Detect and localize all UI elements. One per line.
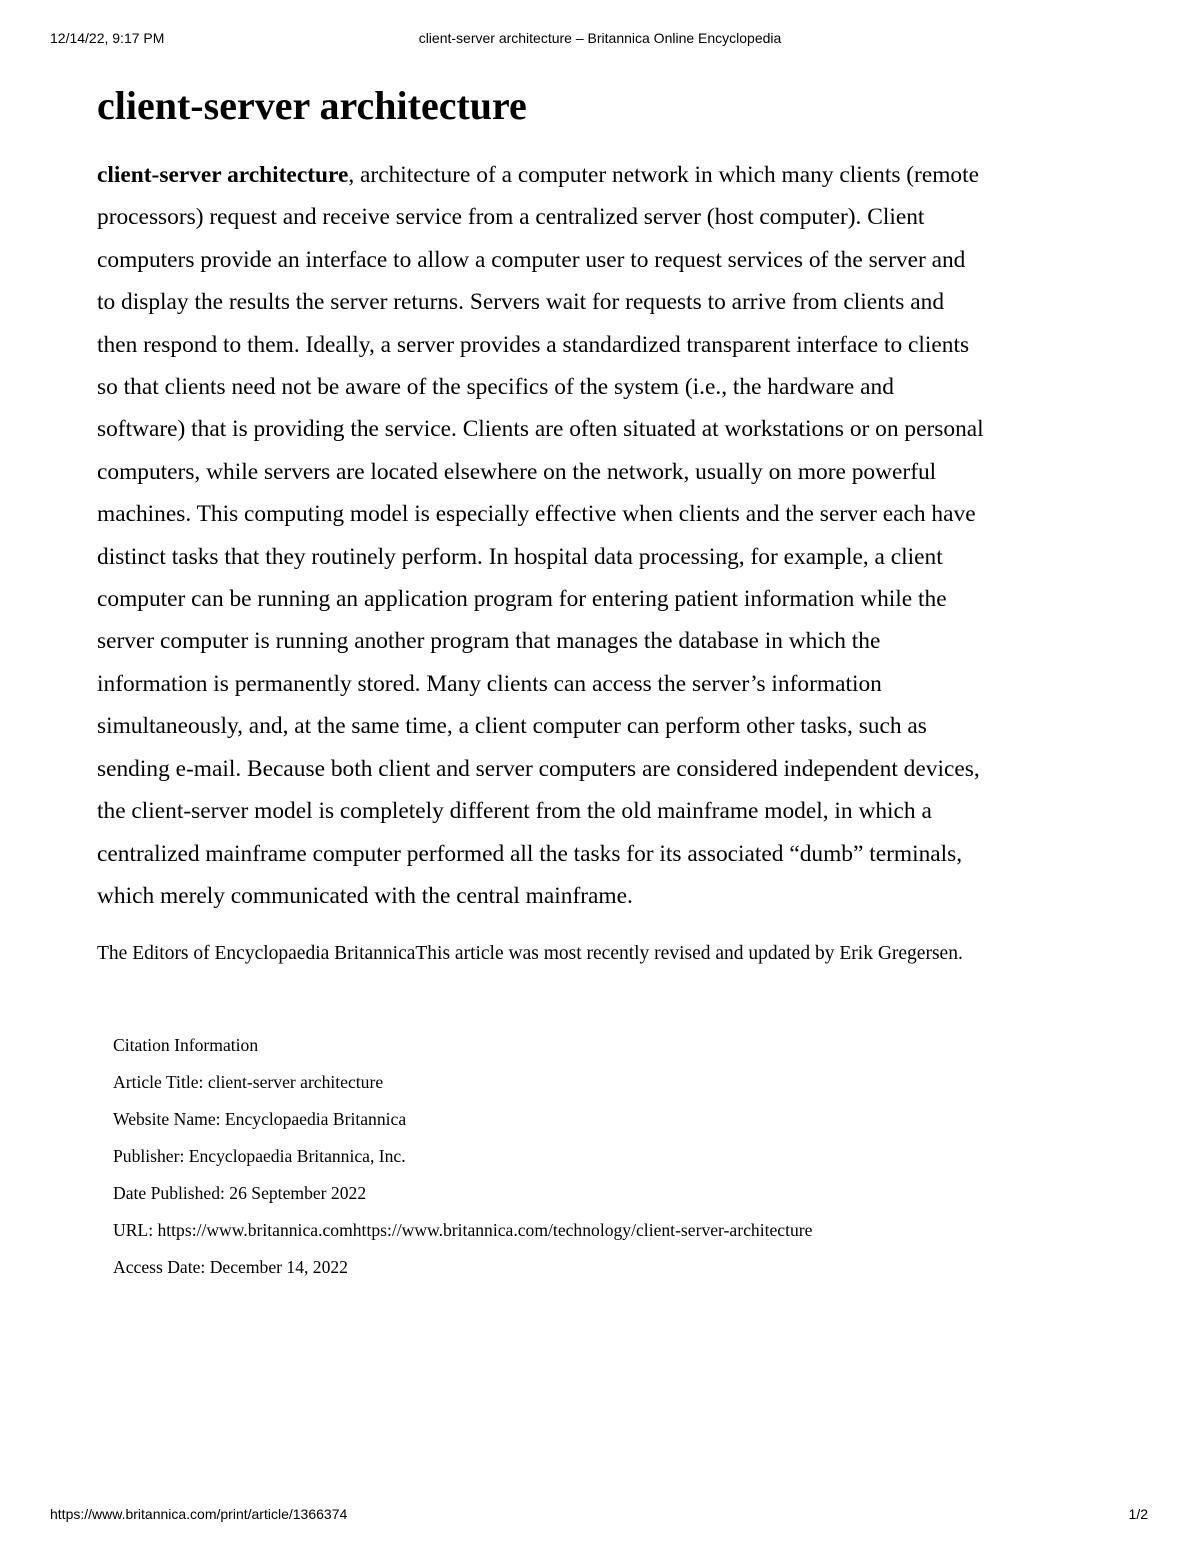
body-line: distinct tasks that they routinely perform. In hospital data processing, for example, a client <box>97 543 943 570</box>
article <box>97 80 1107 965</box>
citation-publisher: Publisher: Encyclopaedia Britannica, Inc. <box>113 1146 406 1166</box>
body-line: centralized mainframe computer performed all the tasks for its associated “dumb” terminals, <box>97 840 963 867</box>
citation-access-date: Access Date: December 14, 2022 <box>113 1257 348 1277</box>
body-line: computers provide an interface to allow a computer user to request services of the server and <box>97 246 966 273</box>
body-line: software) that is providing the service. Clients are often situated at workstations or on personal <box>97 416 984 443</box>
body-line: then respond to them. Ideally, a server provides a standardized transparent interface to clients <box>97 331 970 358</box>
body-line: information is permanently stored. Many clients can access the server’s information <box>97 670 882 697</box>
citation-website-name: Website Name: Encyclopaedia Britannica <box>113 1109 407 1129</box>
body-line: simultaneously, and, at the same time, a client computer can perform other tasks, such as <box>97 713 927 740</box>
body-line: processors) request and receive service from a centralized server (host computer). Client <box>97 204 925 231</box>
body-line: machines. This computing model is especially effective when clients and the server each have <box>97 501 976 528</box>
article-heading: client-server architecture <box>97 83 527 128</box>
print-date-time: 12/14/22, 9:17 PM <box>50 30 165 46</box>
page-number: 1/2 <box>1128 1506 1148 1522</box>
citation-url: URL: https://www.britannica.comhttps://www.britannica.com/technology/client-server-architecture <box>113 1220 813 1240</box>
article-body <box>97 154 1107 917</box>
citation-date-published: Date Published: 26 September 2022 <box>113 1183 367 1203</box>
citation-information <box>113 1027 812 1286</box>
lead-term: client-server architecture <box>97 162 349 188</box>
print-footer <box>50 1506 1148 1526</box>
citation-heading: Citation Information <box>113 1035 259 1055</box>
contributors-credit: The Editors of Encyclopaedia BritannicaThis article was most recently revised and updated by Erik Gregersen. <box>97 943 963 965</box>
body-line <box>97 154 1107 196</box>
body-line: which merely communicated with the central mainframe. <box>97 882 633 909</box>
print-document-title: client-server architecture – Britannica Online Encyclopedia <box>418 30 782 46</box>
body-line: so that clients need not be aware of the specifics of the system (i.e., the hardware and <box>97 374 894 401</box>
body-line: the client-server model is completely different from the old mainframe model, in which a <box>97 798 932 825</box>
print-header <box>50 30 1150 50</box>
body-line-text: , architecture of a computer network in which many clients (remote <box>348 162 979 188</box>
body-line: computer can be running an application program for entering patient information while the <box>97 586 947 613</box>
body-line: to display the results the server returns. Servers wait for requests to arrive from clients and <box>97 289 945 316</box>
body-line: server computer is running another program that manages the database in which the <box>97 628 881 655</box>
body-line: sending e-mail. Because both client and server computers are considered independent devices, <box>97 755 980 782</box>
body-line: computers, while servers are located elsewhere on the network, usually on more powerful <box>97 458 937 485</box>
citation-article-title: Article Title: client-server architecture <box>113 1072 384 1092</box>
print-footer-url: https://www.britannica.com/print/article/1366374 <box>50 1506 348 1522</box>
